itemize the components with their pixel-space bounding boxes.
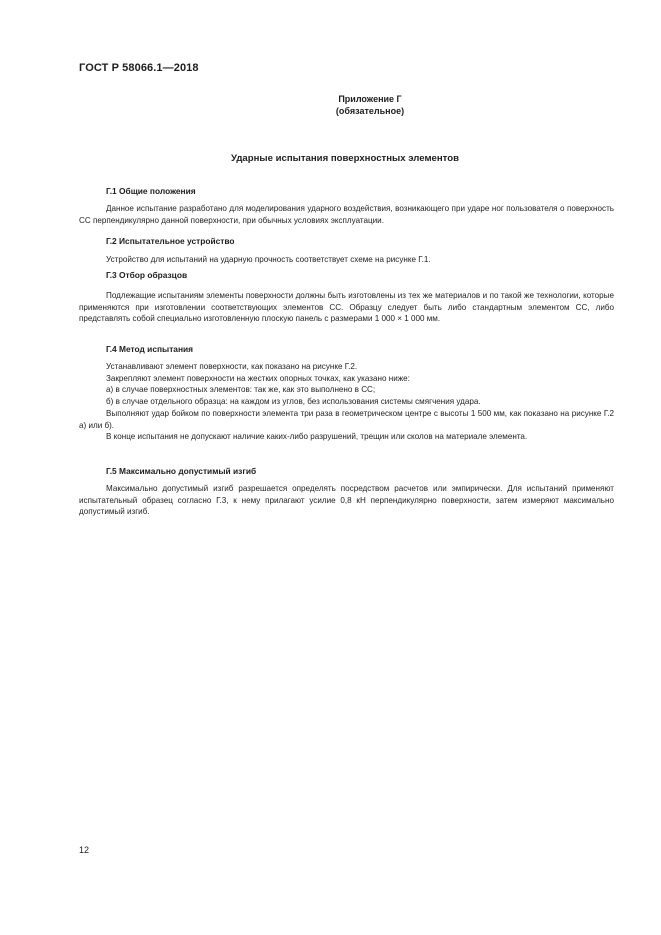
appendix-status: (обязательное): [335, 106, 405, 116]
document-code-header: ГОСТ Р 58066.1—2018: [79, 62, 199, 74]
section-body-g2: [79, 254, 614, 266]
section-heading-g3: Г.3 Отбор образцов: [106, 270, 188, 280]
page-number: 12: [79, 845, 90, 855]
appendix-main-title: Ударные испытания поверхностных элементов: [230, 153, 460, 164]
section-body-g3: [79, 290, 614, 325]
section-body-g5: [79, 483, 614, 518]
paragraph: Устройство для испытаний на ударную прочность соответствует схеме на рисунке Г.1.: [106, 255, 431, 264]
list-item: а) в случае поверхностных элементов: так же, как это выполнено в СС;: [106, 385, 376, 395]
paragraph: В конце испытания не допускают наличие каких-либо разрушений, трещин или сколов на материале элемента.: [106, 432, 528, 442]
paragraph: Данное испытание разработано для моделирования ударного воздействия, возникающего при ударе ног пользователя о поверхность СС перпендикулярно данной поверхности, при обычных условиях эксплуатации.: [79, 204, 614, 225]
paragraph: Закрепляют элемент поверхности на жестких опорных точках, как указано ниже:: [106, 373, 410, 383]
section-heading-g1: Г.1 Общие положения: [106, 186, 196, 196]
section-heading-g4: Г.4 Метод испытания: [106, 344, 194, 354]
paragraph: Подлежащие испытаниям элементы поверхности должны быть изготовлены из тех же материалов и по такой же технологии, которые применяются при изготовлении соответствующих элементов СС. Образцу следует быть либо стандартным элементом СС, либо представлять собой специально изготовленную плоскую панель с размерами 1 000 × 1 000 мм.: [79, 291, 614, 324]
appendix-label: [280, 93, 460, 117]
paragraph: Устанавливают элемент поверхности, как показано на рисунке Г.2.: [106, 362, 358, 371]
section-heading-g5: Г.5 Максимально допустимый изгиб: [106, 466, 257, 476]
section-body-g4: [79, 361, 614, 443]
paragraph: Максимально допустимый изгиб разрешается определять посредством расчетов или эмпирически. Для испытаний применяют испытательный образец согласно Г.3, к нему прилагают усилие 0,8 кН перпендикулярно поверхности, затем измеряют максимально допустимый изгиб.: [79, 484, 614, 517]
paragraph: Выполняют удар бойком по поверхности элемента три раза в геометрическом центре с высоты 1 500 мм, как показано на рисунке Г.2 а) или б).: [79, 408, 614, 430]
list-item: б) в случае отдельного образца: на каждом из углов, без использования системы смягчения удара.: [106, 397, 481, 407]
section-heading-g2: Г.2 Испытательное устройство: [106, 236, 235, 246]
section-body-g1: [79, 203, 614, 226]
appendix-title: Приложение Г: [338, 94, 402, 104]
